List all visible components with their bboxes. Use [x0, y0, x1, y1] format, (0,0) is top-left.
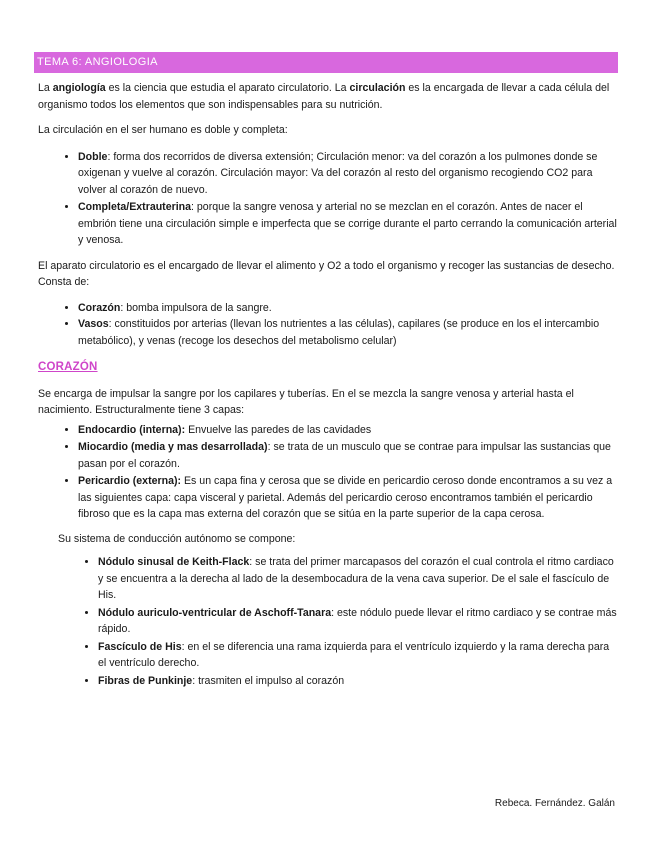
- list-item: [78, 439, 618, 472]
- list-item-text: : en el se diferencia una rama izquierda para el ventrículo izquierdo y la rama derecha para el ventrículo derecho.: [98, 640, 610, 669]
- list-item: [78, 473, 618, 523]
- section-banner: TEMA 6: ANGIOLOGIA: [34, 52, 618, 73]
- intro-term-circulacion: circulación: [349, 82, 406, 94]
- list-item-term: Pericardio (externa): [78, 475, 178, 487]
- list-item-term: Vasos: [78, 318, 109, 330]
- list-item-term: Doble: [78, 150, 108, 163]
- list-item: [78, 199, 618, 249]
- list-item: [78, 149, 618, 199]
- list-item: [98, 673, 618, 690]
- list-item-text: : se trata de un musculo que se contrae para impulsar las sustancias que pasan por el corazón.: [78, 441, 611, 470]
- list-item-term: Endocardio (interna): [78, 423, 182, 436]
- list-item-term: Completa/Extrauterina: [78, 201, 192, 213]
- apparatus-list: [38, 300, 618, 350]
- list-item: [98, 554, 618, 604]
- list-item-text: : porque la sangre venosa y arterial no se mezclan en el corazón. Antes de nacer el embrión tiene una circulación simple e imperfecta que se corrige durante el parto cerrando la comunicación arterial y venosa.: [78, 201, 617, 246]
- conduction-list: [38, 554, 618, 689]
- list-item-text: : constituidos por arterias (llevan los nutrientes a las células), capilares (se produce en los el intercambio metabólico), y venas (recoge los desechos del metabolismo celular): [78, 318, 600, 347]
- intro-term-angiologia: angiología: [52, 82, 106, 94]
- list-item-term: Miocardio (media y mas desarrollada): [78, 441, 268, 453]
- list-item-text: Es un capa fina y cerosa que se divide en pericardio ceroso donde encontramos a su vez a las siguientes capa: capa visceral y parietal. Además del pericardio ceroso encontramos también el pericardio fibroso que es la capa mas externa del corazón que se sitúa en la parte superior de la capa cerosa.: [78, 475, 613, 520]
- list-item-text: : se trata del primer marcapasos del corazón el cual controla el ritmo cardiaco y se encuentra a la derecha al lado de la desembocadura de la vena cava superior. De el sale el fascículo de His.: [98, 556, 614, 601]
- list-item-text: : bomba impulsora de la sangre.: [120, 301, 272, 314]
- list-item-text: : este nódulo puede llevar el ritmo cardiaco y se contrae más rápido.: [98, 606, 617, 635]
- list-item-term: Nódulo auriculo-ventricular de Aschoff-Tanara: [98, 606, 332, 619]
- list-item: [78, 300, 618, 317]
- heart-heading: CORAZÓN: [38, 361, 98, 373]
- heart-layers-list: [38, 422, 618, 523]
- list-item: [98, 639, 618, 672]
- list-item-text: : forma dos recorridos de diversa extensión; Circulación menor: va del corazón a los pulmones donde se oxigenan y vuelve al corazón. Circulación mayor: Va del corazón al resto del organismo recogiendo CO2 para volver al corazón de nuevo.: [78, 150, 598, 196]
- list-item-term: Corazón: [78, 301, 121, 314]
- author-footer: Rebeca. Fernández. Galán: [494, 798, 615, 809]
- list-item: [78, 316, 618, 349]
- list-item: [98, 605, 618, 638]
- list-item-term: Fascículo de His: [98, 640, 182, 653]
- list-item-text: : trasmiten el impulso al corazón: [192, 674, 345, 687]
- intro-text: es la encargada de llevar a cada célula del organismo todos los elementos que son indispensables para su nutrición.: [38, 82, 610, 111]
- document-page: [38, 52, 618, 689]
- apparatus-paragraph: El aparato circulatorio es el encargado de llevar el alimento y O2 a todo el organismo y recoger las sustancias de desecho. Consta de:: [38, 259, 615, 288]
- conduction-intro: Su sistema de conducción autónomo se compone:: [58, 532, 296, 545]
- list-item-colon: :: [181, 423, 186, 436]
- list-item-term: Fibras de Punkinje: [98, 674, 193, 687]
- circulation-list: [38, 149, 618, 249]
- circulation-intro: La circulación en el ser humano es doble y completa:: [38, 124, 288, 136]
- intro-paragraph: [38, 80, 618, 113]
- intro-text: es la ciencia que estudia el aparato circulatorio. La: [105, 82, 350, 94]
- heart-paragraph: Se encarga de impulsar la sangre por los capilares y tuberías. En el se mezcla la sangre venosa y arterial hasta el nacimiento. Estructuralmente tiene 3 capas:: [38, 387, 574, 416]
- list-item: [78, 422, 618, 439]
- list-item-text: Envuelve las paredes de las cavidades: [185, 423, 372, 436]
- list-item-term: Nódulo sinusal de Keith-Flack: [98, 556, 250, 568]
- list-item-colon: :: [177, 475, 182, 487]
- intro-text: La: [38, 82, 53, 94]
